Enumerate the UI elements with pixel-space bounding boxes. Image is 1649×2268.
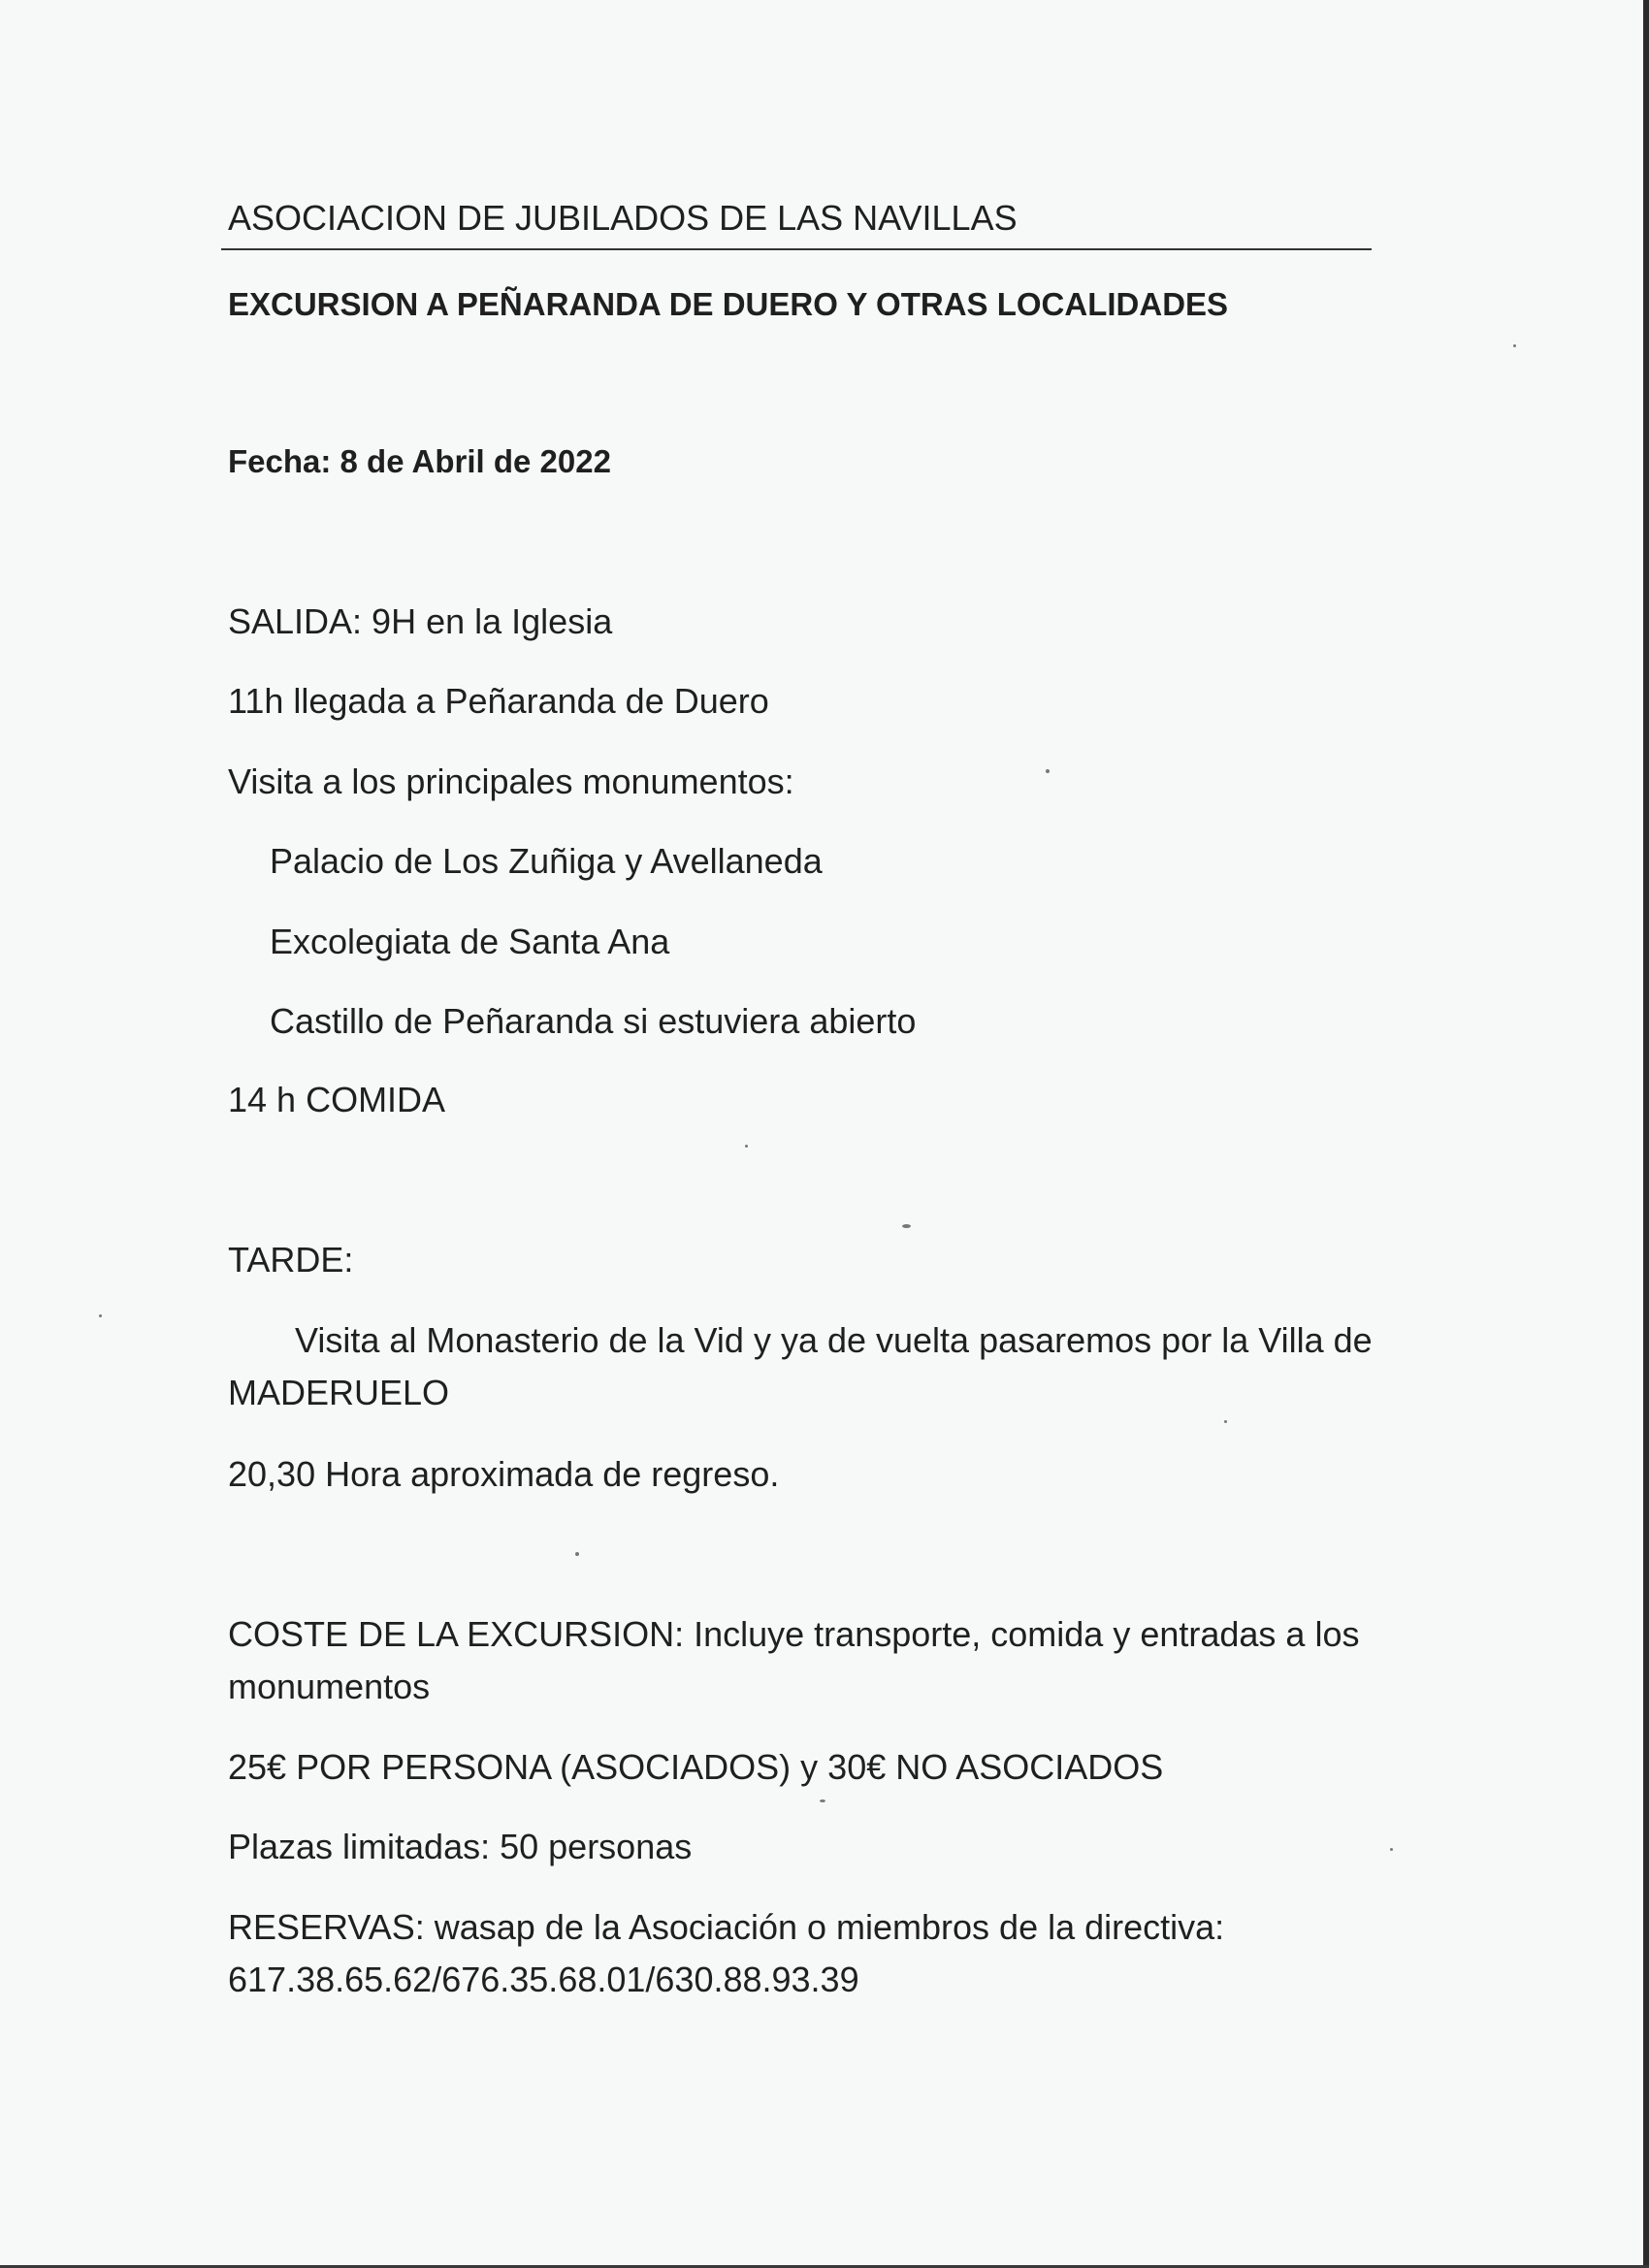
scan-speck xyxy=(99,1314,102,1317)
afternoon-heading: TARDE: xyxy=(228,1240,354,1280)
monument-item: Castillo de Peñaranda si estuviera abierto xyxy=(270,1001,917,1041)
excursion-date: Fecha: 8 de Abril de 2022 xyxy=(228,443,611,479)
scan-speck xyxy=(1513,344,1516,347)
places-line: Plazas limitadas: 50 personas xyxy=(228,1827,693,1866)
afternoon-visit-line1: Visita al Monasterio de la Vid y ya de vuelta pasaremos por la Villa de xyxy=(295,1320,1373,1360)
scan-speck xyxy=(575,1552,579,1556)
cost-line2: monumentos xyxy=(228,1667,431,1706)
scan-speck xyxy=(745,1145,748,1148)
afternoon-visit-line2: MADERUELO xyxy=(228,1373,450,1412)
return-line: 20,30 Hora aproximada de regreso. xyxy=(228,1454,780,1494)
departure-line: SALIDA: 9H en la Iglesia xyxy=(228,601,613,641)
lunch-line: 14 h COMIDA xyxy=(228,1080,446,1119)
excursion-title: EXCURSION A PEÑARANDA DE DUERO Y OTRAS LOCALIDADES xyxy=(228,286,1229,322)
scan-right-edge xyxy=(1643,0,1649,2268)
scan-speck xyxy=(1390,1848,1393,1851)
monument-item: Excolegiata de Santa Ana xyxy=(270,922,670,961)
arrival-line: 11h llegada a Peñaranda de Duero xyxy=(228,681,769,721)
reservations-phones: 617.38.65.62/676.35.68.01/630.88.93.39 xyxy=(228,1960,859,1999)
scan-speck xyxy=(902,1224,911,1228)
association-name: ASOCIACION DE JUBILADOS DE LAS NAVILLAS xyxy=(228,198,1018,238)
visit-intro: Visita a los principales monumentos: xyxy=(228,761,794,801)
scan-speck xyxy=(820,1799,825,1802)
reservations-line1: RESERVAS: wasap de la Asociación o miembros de la directiva: xyxy=(228,1907,1225,1947)
cost-line1: COSTE DE LA EXCURSION: Incluye transporte, comida y entradas a los xyxy=(228,1614,1360,1654)
scan-speck xyxy=(1046,769,1050,773)
monument-item: Palacio de Los Zuñiga y Avellaneda xyxy=(270,841,823,881)
scan-speck xyxy=(1224,1420,1227,1423)
header-divider xyxy=(221,248,1372,250)
price-line: 25€ POR PERSONA (ASOCIADOS) y 30€ NO ASOCIADOS xyxy=(228,1747,1164,1787)
